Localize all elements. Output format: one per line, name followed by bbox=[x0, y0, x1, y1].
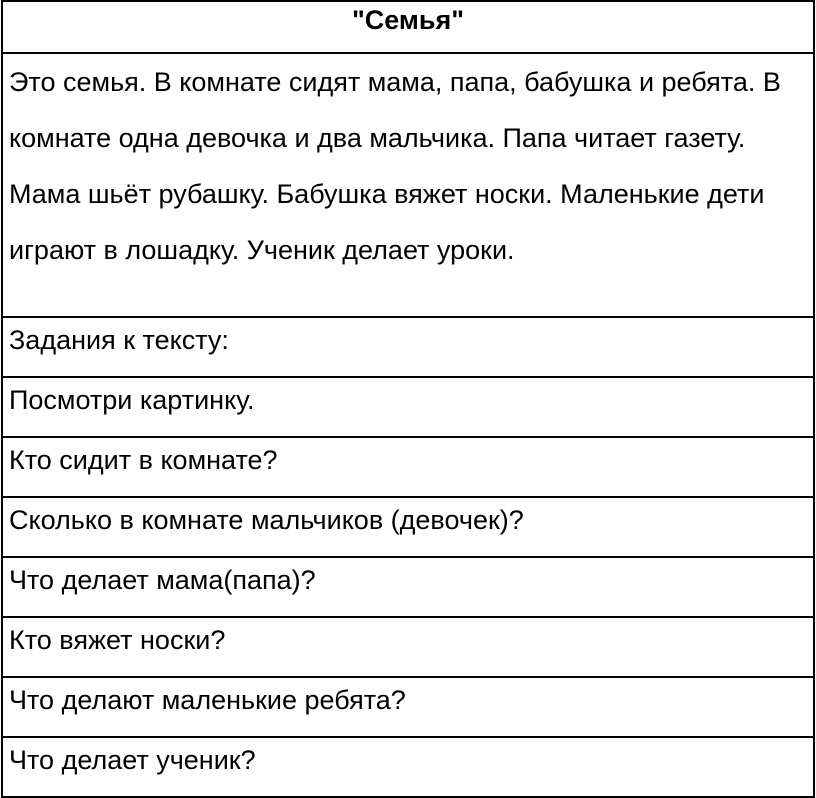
task-item: Кто вяжет носки? bbox=[2, 617, 814, 677]
task-item: Кто сидит в комнате? bbox=[2, 437, 814, 497]
task-row bbox=[2, 617, 814, 677]
tasks-heading: Задания к тексту: bbox=[2, 317, 814, 377]
story-text: Это семья. В комнате сидят мама, папа, бабушка и ребята. В комнате одна девочка и два мальчика. Папа читает газету. Мама шьёт рубашку. Бабушка вяжет носки. Маленькие дети играют в лошадку. Ученик делает уроки. bbox=[2, 53, 814, 317]
document-title: "Семья" bbox=[2, 1, 814, 53]
task-item: Сколько в комнате мальчиков (девочек)? bbox=[2, 497, 814, 557]
task-item: Что делает мама(папа)? bbox=[2, 557, 814, 617]
tasks-heading-row bbox=[2, 317, 814, 377]
task-row bbox=[2, 557, 814, 617]
task-row bbox=[2, 437, 814, 497]
worksheet-table bbox=[1, 0, 815, 798]
task-row bbox=[2, 677, 814, 737]
task-row bbox=[2, 737, 814, 797]
task-item: Посмотри картинку. bbox=[2, 377, 814, 437]
story-row bbox=[2, 53, 814, 317]
title-row bbox=[2, 1, 814, 53]
task-row bbox=[2, 497, 814, 557]
task-item: Что делает ученик? bbox=[2, 737, 814, 797]
task-row bbox=[2, 377, 814, 437]
task-item: Что делают маленькие ребята? bbox=[2, 677, 814, 737]
